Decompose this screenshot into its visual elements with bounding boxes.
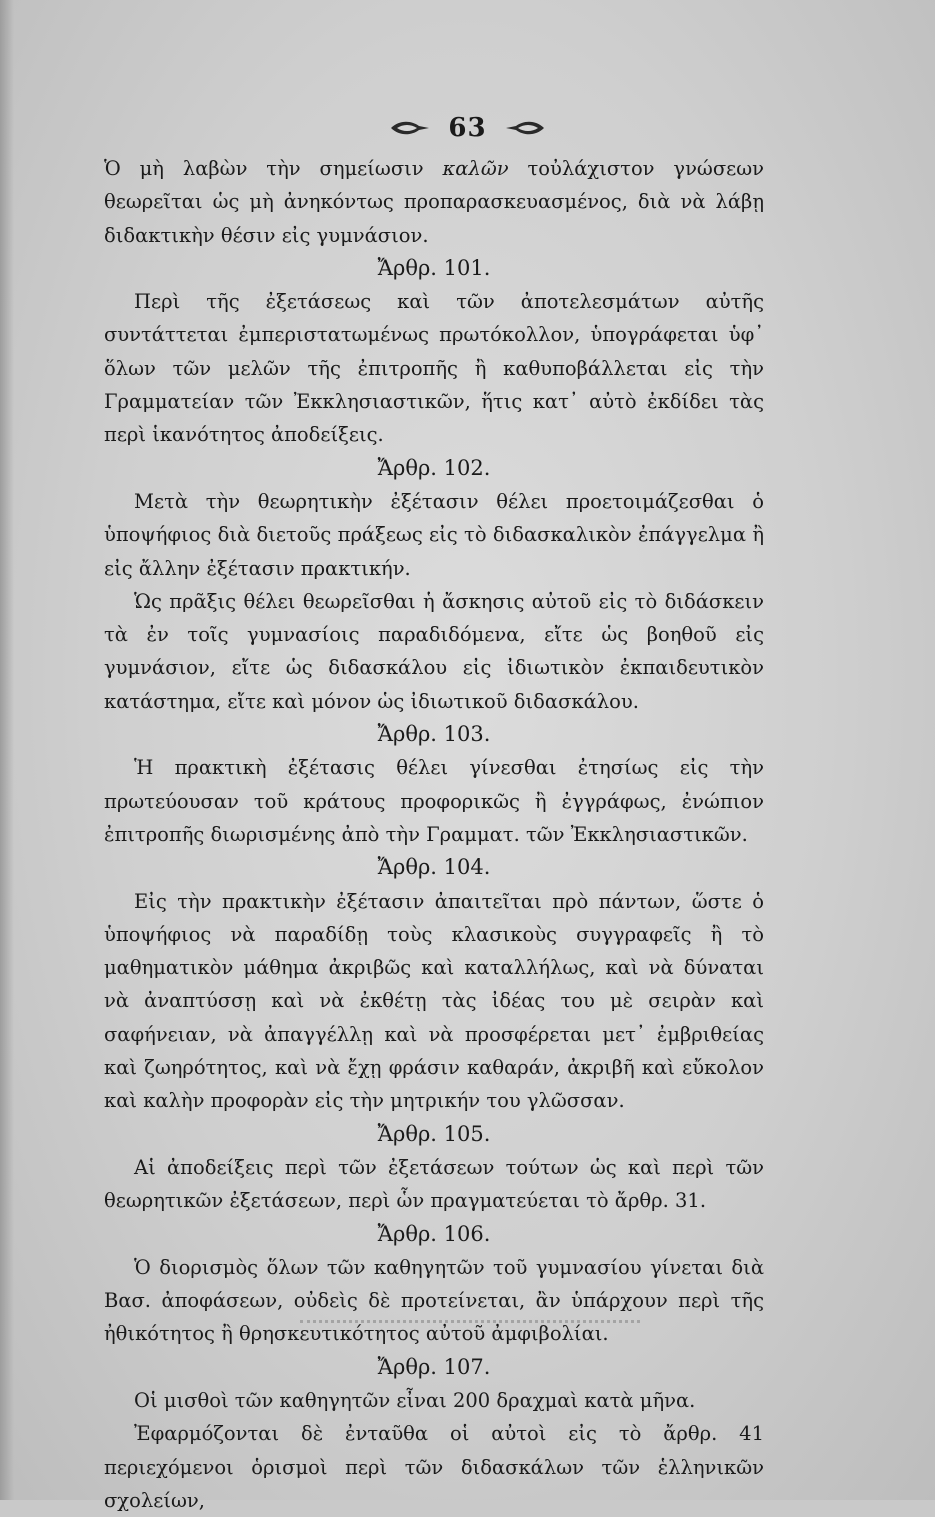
paragraph-105: Αἱ ἀποδείξεις περὶ τῶν ἐξετάσεων τούτων ὡς καὶ περὶ τῶν θεωρητικῶν ἐξετάσεων, περὶ ὧν πραγματεύεται τὸ ἄρθρ. 31. bbox=[104, 1155, 764, 1213]
paragraph-104: Εἰς τὴν πρακτικὴν ἐξέτασιν ἀπαιτεῖται πρὸ πάντων, ὥστε ὁ ὑποψήφιος νὰ παραδίδῃ τοὺς κλασικοὺς συγγραφεῖς ἢ τὸ μαθηματικὸν μάθημα ἀκριβῶς καὶ καταλλήλως, καὶ νὰ δύναται νὰ ἀναπτύσσῃ καὶ νὰ ἐκθέτῃ τὰς ἰδέας του μὲ σειρὰν καὶ σαφήνειαν, νὰ ἀπαγγέλλῃ καὶ νὰ προσφέρεται μετ᾽ ἐμβριθείας καὶ ζωηρότητος, καὶ νὰ ἔχῃ φράσιν καθαράν, ἀκριβῆ καὶ εὔκολον καὶ καλὴν προφορὰν εἰς τὴν μητρικήν του γλῶσσαν. bbox=[104, 889, 764, 1113]
body-text bbox=[104, 152, 764, 1517]
right-ornament-icon bbox=[504, 119, 546, 137]
paragraph-intro: Ὁ μὴ λαβὼν τὴν σημείωσιν καλῶν τοὐλάχιστον γνώσεων θεωρεῖται ὡς μὴ ἀνηκόντως προπαρασκευασμένος, διὰ νὰ λάβῃ διδακτικὴν θέσιν εἰς γυμνάσιον. bbox=[104, 157, 764, 247]
paragraph-107b: Ἐφαρμόζονται δὲ ἐνταῦθα οἱ αὐτοὶ εἰς τὸ ἄρθρ. 41 περιεχόμενοι ὁρισμοὶ περὶ τῶν διδασκάλων τῶν ἑλληνικῶν σχολείων, bbox=[104, 1422, 764, 1512]
article-heading-104: Ἄρθρ. 104. bbox=[377, 855, 491, 880]
paragraph-102a: Μετὰ τὴν θεωρητικὴν ἐξέτασιν θέλει προετοιμάζεσθαι ὁ ὑποψήφιος διὰ διετοῦς πράξεως εἰς τὸ διδασκαλικὸν ἐπάγγελμα ἢ εἰς ἄλλην ἐξέτασιν πρακτικήν. bbox=[104, 489, 764, 580]
article-heading-103: Ἄρθρ. 103. bbox=[377, 722, 491, 747]
paragraph-102b: Ὡς πρᾶξις θέλει θεωρεῖσθαι ἡ ἄσκησις αὐτοῦ εἰς τὸ διδάσκειν τὰ ἐν τοῖς γυμνασίοις παραδιδόμενα, εἴτε ὡς βοηθοῦ εἰς γυμνάσιον, εἴτε ὡς διδασκάλου εἰς ἰδιωτικὸν ἐκπαιδευτικὸν κατάστημα, εἴτε καὶ μόνον ὡς ἰδιωτικοῦ διδασκάλου. bbox=[104, 589, 764, 713]
article-heading-102: Ἄρθρ. 102. bbox=[377, 455, 491, 480]
article-heading-106: Ἄρθρ. 106. bbox=[377, 1221, 491, 1246]
paragraph-106: Ὁ διορισμὸς ὅλων τῶν καθηγητῶν τοῦ γυμνασίου γίνεται διὰ Βασ. ἀποφάσεων, οὐδεὶς δὲ προτείνεται, ἂν ὑπάρχουν περὶ τῆς ἠθικότητος ἢ θρησκευτικότητος αὐτοῦ ἀμφιβολίαι. bbox=[104, 1255, 764, 1346]
paragraph-101: Περὶ τῆς ἐξετάσεως καὶ τῶν ἀποτελεσμάτων αὐτῆς συντάττεται ἐμπεριστατωμένως πρωτόκολλον, ὑπογράφεται ὑφ᾽ ὅλων τῶν μελῶν τῆς ἐπιτροπῆς ἢ καθυποβάλλεται εἰς τὴν Γραμματείαν τῶν Ἐκκλησιαστικῶν, ἥτις κατ᾽ αὐτὸ ἐκδίδει τὰς περὶ ἱκανότητος ἀποδείξεις. bbox=[104, 290, 764, 447]
faded-footer-marks bbox=[300, 1320, 640, 1337]
paragraph-107a: Οἱ μισθοὶ τῶν καθηγητῶν εἶναι 200 δραχμαὶ κατὰ μῆνα. bbox=[134, 1388, 696, 1412]
paragraph-103: Ἡ πρακτικὴ ἐξέτασις θέλει γίνεσθαι ἐτησίως εἰς τὴν πρωτεύουσαν τοῦ κράτους προφορικῶς ἢ ἐγγράφως, ἐνώπιον ἐπιτροπῆς διωρισμένης ἀπὸ τὴν Γραμματ. τῶν Ἐκκλησιαστικῶν. bbox=[104, 756, 764, 846]
page-header bbox=[0, 112, 935, 143]
emphasis-word: καλῶν bbox=[442, 157, 509, 180]
left-ornament-icon bbox=[389, 119, 431, 137]
article-heading-105: Ἄρθρ. 105. bbox=[377, 1121, 491, 1146]
article-heading-101: Ἄρθρ. 101. bbox=[377, 255, 491, 280]
page-fold-shadow bbox=[0, 0, 14, 1500]
page-number: 63 bbox=[448, 113, 487, 143]
article-heading-107: Ἄρθρ. 107. bbox=[377, 1354, 491, 1379]
